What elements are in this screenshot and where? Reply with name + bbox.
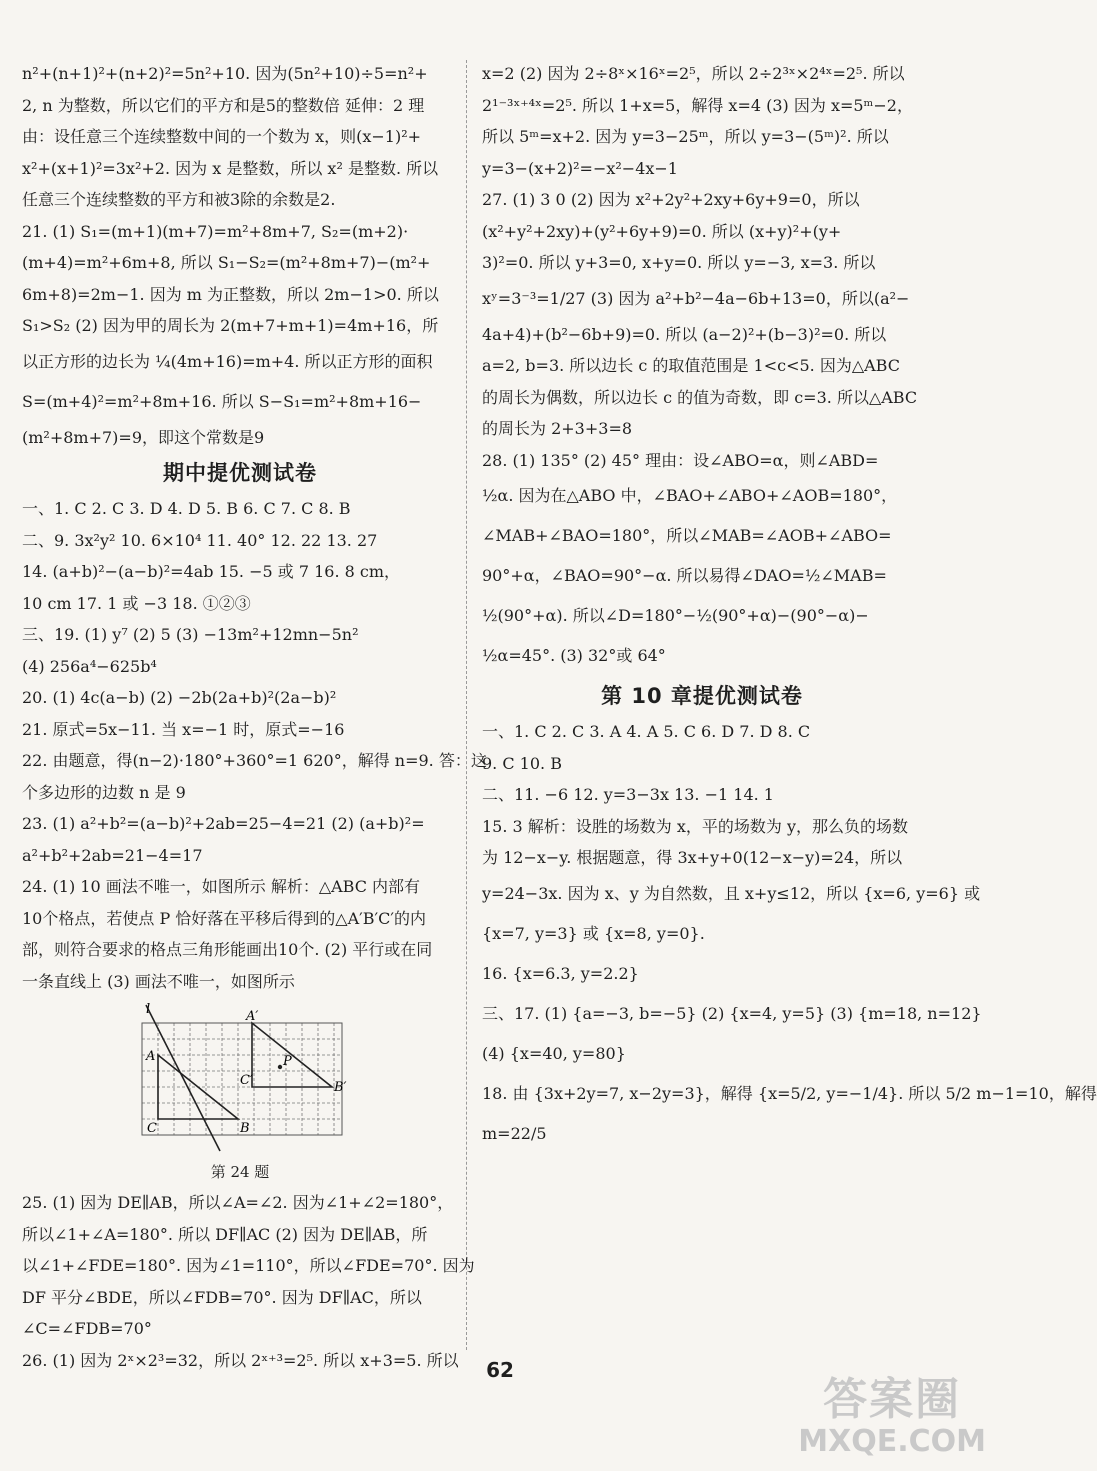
figure-caption: 第 24 题 (210, 1163, 270, 1181)
question-26-continuation (482, 58, 922, 184)
text-line: S₁>S₂ (2) 因为甲的周长为 2(m+7+m+1)=4m+16，所 (22, 316, 439, 335)
text-line: DF 平分∠BDE，所以∠FDB=70°. 因为 DF∥AC，所以 (22, 1287, 422, 1307)
label-a: A (146, 1049, 156, 1064)
text-line: 9. C 10. B (482, 753, 562, 773)
column-divider (466, 60, 467, 1350)
label-p: P (283, 1054, 292, 1069)
text-line: 21. 原式=5x−11. 当 x=−1 时，原式=−16 (22, 719, 345, 739)
text-line: 14. (a+b)²−(a−b)²=4ab 15. −5 或 7 16. 8 cm， (22, 562, 401, 581)
text-line: x=2 (2) 因为 2÷8ˣ×16ˣ=2⁵，所以 2÷2³ˣ×2⁴ˣ=2⁵. 所以 (482, 64, 905, 83)
label-a-prime: A′ (246, 1009, 259, 1024)
text-line: a=2, b=3. 所以边长 c 的取值范围是 1<c<5. 因为△ABC (482, 356, 900, 375)
text-line: 26. (1) 因为 2ˣ×2³=32，所以 2ˣ⁺³=2⁵. 所以 x+3=5. 所以 (22, 1350, 459, 1370)
line-l (146, 1005, 220, 1151)
text-line: 的周长为 2+3+3=8 (482, 419, 633, 438)
label-b-prime: B′ (334, 1080, 347, 1095)
text-line: 所以∠1+∠A=180°. 所以 DF∥AC (2) 因为 DE∥AB，所 (22, 1224, 428, 1244)
text-line: 25. (1) 因为 DE∥AB，所以∠A=∠2. 因为∠1+∠2=180°， (22, 1193, 454, 1212)
text-line: 一条直线上 (3) 画法不唯一，如图所示 (22, 971, 295, 991)
text-line: 个多边形的边数 n 是 9 (22, 782, 186, 802)
text-line: 一、1. C 2. C 3. D 4. D 5. B 6. C 7. C 8. B (22, 499, 351, 518)
text-line: 24. (1) 10 画法不唯一，如图所示 解析：△ABC 内部有 (22, 877, 421, 896)
text-line: S=(m+4)²=m²+8m+16. 所以 S−S₁=m²+8m+16− (22, 391, 422, 411)
text-line: 以∠1+∠FDE=180°. 因为∠1=110°，所以∠FDE=70°. 因为 (22, 1256, 475, 1275)
text-line: 由：设任意三个连续整数中间的一个数为 x，则(x−1)²+ (22, 127, 422, 146)
text-line: 21. (1) S₁=(m+1)(m+7)=m²+8m+7, S₂=(m+2)· (22, 221, 409, 241)
text-line: 所以 5ᵐ=x+2. 因为 y=3−25ᵐ，所以 y=3−(5ᵐ)². 所以 (482, 127, 889, 146)
text-line: (4) {x=40, y=80} (482, 1043, 626, 1063)
text-line: 20. (1) 4c(a−b) (2) −2b(2a+b)²(2a−b)² (22, 688, 337, 707)
text-line: y=24−3x. 因为 x、y 为自然数，且 x+y≤12，所以 {x=6, y=6} 或 (482, 883, 981, 903)
question-21-block (22, 216, 458, 454)
text-line: 2¹⁻³ˣ⁺⁴ˣ=2⁵. 所以 1+x=5，解得 x=4 (3) 因为 x=5ᵐ−2， (482, 95, 913, 115)
text-line: 90°+α，∠BAO=90°−α. 所以易得∠DAO=½∠MAB= (482, 566, 887, 585)
text-line: 2, n 为整数，所以它们的平方和是5的整数倍 延伸：2 理 (22, 95, 425, 115)
text-line: 28. (1) 135° (2) 45° 理由：设∠ABO=α，则∠ABD= (482, 450, 879, 470)
label-b: B (240, 1121, 250, 1136)
question-28-block (482, 445, 922, 677)
text-line: 16. {x=6.3, y=2.2} (482, 963, 639, 983)
text-line: x²+(x+1)²=3x²+2. 因为 x 是整数，所以 x² 是整数. 所以 (22, 158, 439, 178)
text-line: 10个格点，若使点 P 恰好落在平移后得到的△A′B′C′的内 (22, 908, 427, 928)
text-line: a²+b²+2ab=21−4=17 (22, 845, 203, 865)
label-c: C (147, 1121, 157, 1136)
midterm-answers (22, 493, 487, 997)
label-c-prime: C′ (240, 1073, 253, 1088)
text-line: 3)²=0. 所以 y+3=0, x+y=0. 所以 y=−3, x=3. 所以 (482, 253, 876, 272)
figure-24 (22, 997, 458, 1187)
text-line: 三、17. (1) {a=−3, b=−5} (2) {x=4, y=5} (3) {m=18, n=12} (482, 1003, 982, 1023)
text-line: {x=7, y=3} 或 {x=8, y=0}. (482, 923, 705, 943)
text-line: 10 cm 17. 1 或 −3 18. ①②③ (22, 593, 251, 613)
text-line: 为 12−x−y. 根据题意，得 3x+y+0(12−x−y)=24，所以 (482, 848, 903, 867)
section-title-chapter-10: 第 10 章提优测试卷 (601, 684, 803, 708)
grid-diagram (102, 1003, 362, 1153)
text-line: 18. 由 {3x+2y=7, x−2y=3}，解得 {x=5/2, y=−1/4}. 所以 5/2 m−1=10，解得 (482, 1083, 1097, 1103)
text-line: 22. 由题意，得(n−2)·180°+360°=1 620°，解得 n=9. 答：这 (22, 751, 487, 770)
text-line: 4a+4)+(b²−6b+9)=0. 所以 (a−2)²+(b−3)²=0. 所以 (482, 324, 887, 344)
text-line: 6m+8)=2m−1. 因为 m 为正整数，所以 2m−1>0. 所以 (22, 284, 439, 304)
text-line: ∠MAB+∠BAO=180°，所以∠MAB=∠AOB+∠ABO= (482, 526, 892, 545)
text-line: (4) 256a⁴−625b⁴ (22, 656, 157, 676)
section-title-midterm: 期中提优测试卷 (163, 461, 317, 485)
point-p (278, 1065, 282, 1069)
question-27-block (482, 184, 922, 445)
text-line: (x²+y²+2xy)+(y²+6y+9)=0. 所以 (x+y)²+(y+ (482, 221, 842, 241)
text-line: 三、19. (1) y⁷ (2) 5 (3) −13m²+12mn−5n² (22, 625, 359, 644)
text-line: n²+(n+1)²+(n+2)²=5n²+10. 因为(5n²+10)÷5=n²+ (22, 64, 428, 83)
text-line: 23. (1) a²+b²=(a−b)²+2ab=25−4=21 (2) (a+b)²= (22, 814, 425, 833)
text-line: ½(90°+α). 所以∠D=180°−½(90°+α)−(90°−α)− (482, 606, 869, 625)
text-line: 二、11. −6 12. y=3−3x 13. −1 14. 1 (482, 785, 774, 804)
text-line: ½α=45°. (3) 32°或 64° (482, 646, 666, 665)
text-line: xʸ=3⁻³=1/27 (3) 因为 a²+b²−4a−6b+13=0，所以(a²− (482, 288, 910, 308)
text-line: m=22/5 (482, 1123, 547, 1143)
text-line: 任意三个连续整数的平方和被3除的余数是2. (22, 190, 336, 209)
text-line: 二、9. 3x²y² 10. 6×10⁴ 11. 40° 12. 22 13. 27 (22, 530, 378, 550)
text-line: ½α. 因为在△ABO 中，∠BAO+∠ABO+∠AOB=180°， (482, 486, 898, 505)
text-line: 以正方形的边长为 ¼(4m+16)=m+4. 所以正方形的面积 (22, 351, 433, 371)
text-line: ∠C=∠FDB=70° (22, 1319, 152, 1338)
watermark-logo: 答案圈 (823, 1374, 962, 1425)
text-line: 一、1. C 2. C 3. A 4. A 5. C 6. D 7. D 8. C (482, 722, 811, 741)
label-l: l (146, 1002, 151, 1017)
chapter-10-answers (482, 716, 1097, 1154)
text-line: y=3−(x+2)²=−x²−4x−1 (482, 158, 678, 178)
left-column (22, 58, 487, 1376)
text-line: (m+4)=m²+6m+8, 所以 S₁−S₂=(m²+8m+7)−(m²+ (22, 253, 431, 272)
page-number: 62 (486, 1358, 514, 1382)
watermark (798, 1375, 986, 1459)
text-line: 部，则符合要求的格点三角形能画出10个. (2) 平行或在同 (22, 940, 433, 959)
watermark-url: MXQE.COM (798, 1424, 986, 1459)
text-line: (m²+8m+7)=9，即这个常数是9 (22, 427, 265, 447)
text-line: 27. (1) 3 0 (2) 因为 x²+2y²+2xy+6y+9=0，所以 (482, 190, 860, 209)
right-column (482, 58, 1097, 1154)
text-block-continuation (22, 58, 458, 216)
text-line: 的周长为偶数，所以边长 c 的值为奇数，即 c=3. 所以△ABC (482, 387, 918, 407)
text-line: 15. 3 解析：设胜的场数为 x，平的场数为 y，那么负的场数 (482, 816, 909, 836)
questions-25-26 (22, 1187, 475, 1376)
